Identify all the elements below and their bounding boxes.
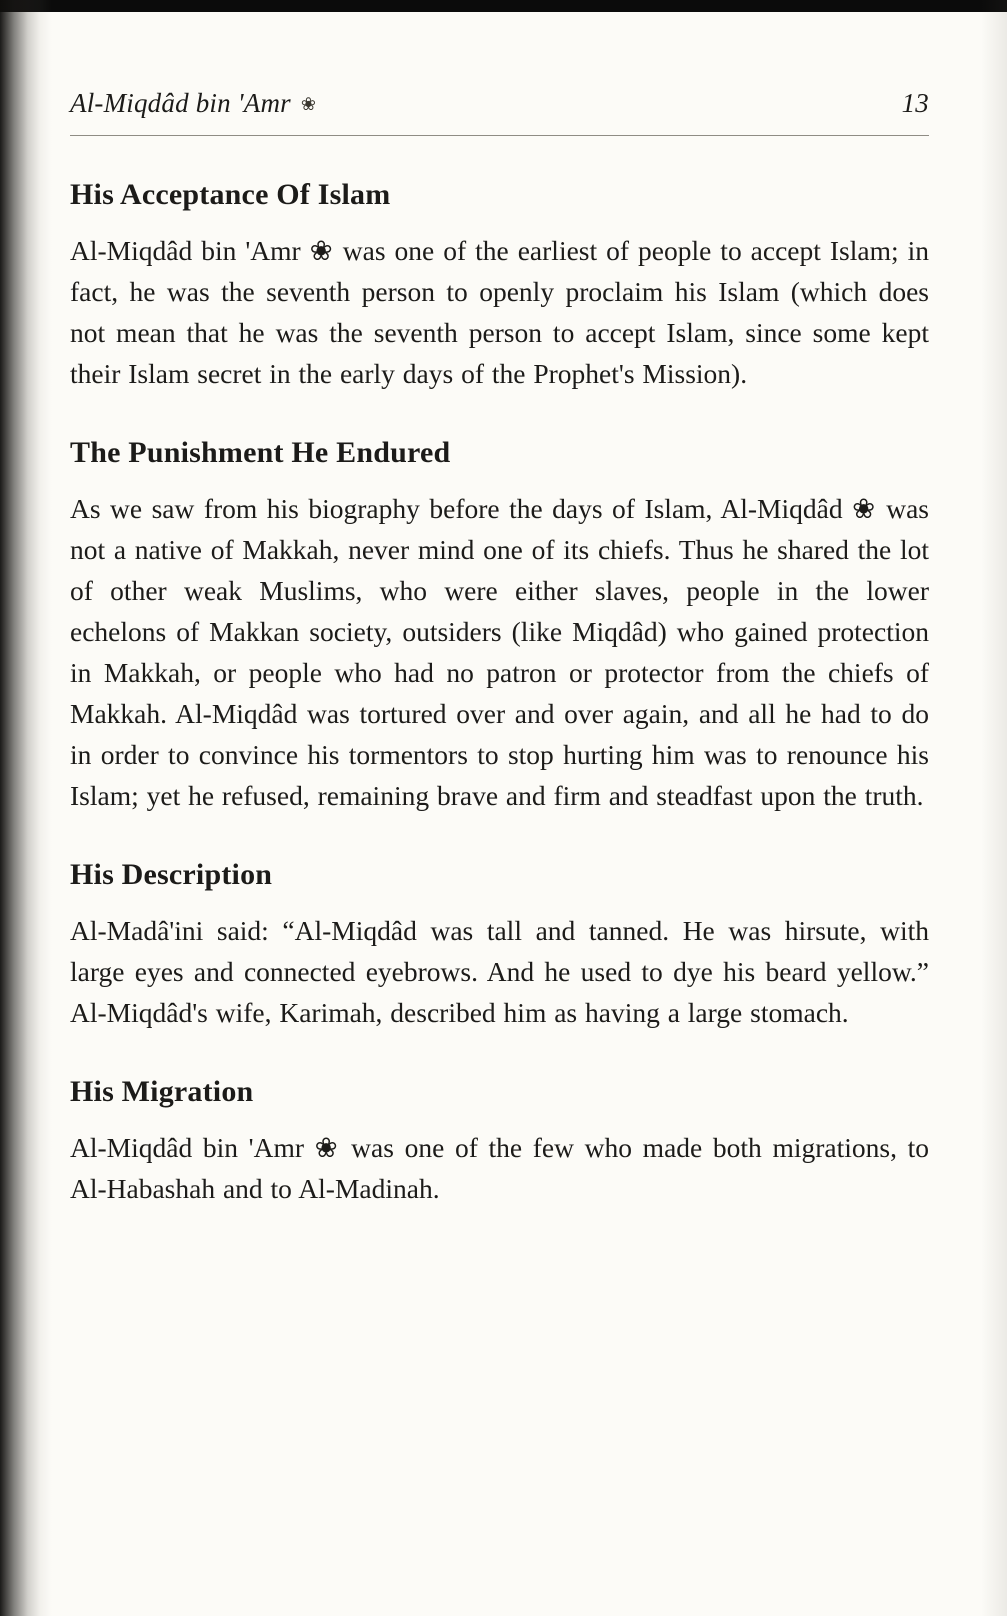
section-body-acceptance: Al-Miqdâd bin 'Amr ❀ was one of the earliest of people to accept Islam; in fact, he was the seventh person to openly proclaim his Islam (which does not mean that he was the seventh person to accept Islam, since some kept their Islam secret in the early days of the Prophet's Mission). (70, 235, 929, 389)
section-heading-description: His Description (70, 858, 273, 891)
running-header (70, 88, 929, 119)
section-body-punishment: As we saw from his biography before the days of Islam, Al-Miqdâd ❀ was not a native of Makkah, never mind one of its chiefs. Thus he shared the lot of other weak Muslims, who were either slaves, people in the lower echelons of Makkan society, outsiders (like Miqdâd) who gained protection in Makkah, or people who had no patron or protector from the chiefs of Makkah. Al-Miqdâd was tortured over and over again, and all he had to do in order to convince his tormentors to stop hurting him was to renounce his Islam; yet he refused, remaining brave and firm and steadfast upon the truth. (70, 493, 929, 811)
section-body-description: Al-Madâ'ini said: “Al-Miqdâd was tall and tanned. He was hirsute, with large eyes and connected eyebrows. And he used to dye his beard yellow.” Al-Miqdâd's wife, Karimah, described him as having a large stomach. (70, 915, 929, 1028)
section-heading-migration: His Migration (70, 1075, 254, 1108)
running-header-title: Al-Miqdâd bin 'Amr (70, 88, 291, 118)
section-heading-punishment: The Punishment He Endured (70, 436, 451, 469)
page-number: 13 (901, 88, 929, 118)
running-header-title-wrap (70, 88, 316, 119)
header-rule (70, 135, 929, 136)
section-heading-acceptance: His Acceptance Of Islam (70, 178, 391, 211)
honorific-icon: ❀ (300, 94, 317, 114)
section-body-migration: Al-Miqdâd bin 'Amr ❀ was one of the few who made both migrations, to Al-Habashah and to Al-Madinah. (70, 1132, 929, 1204)
